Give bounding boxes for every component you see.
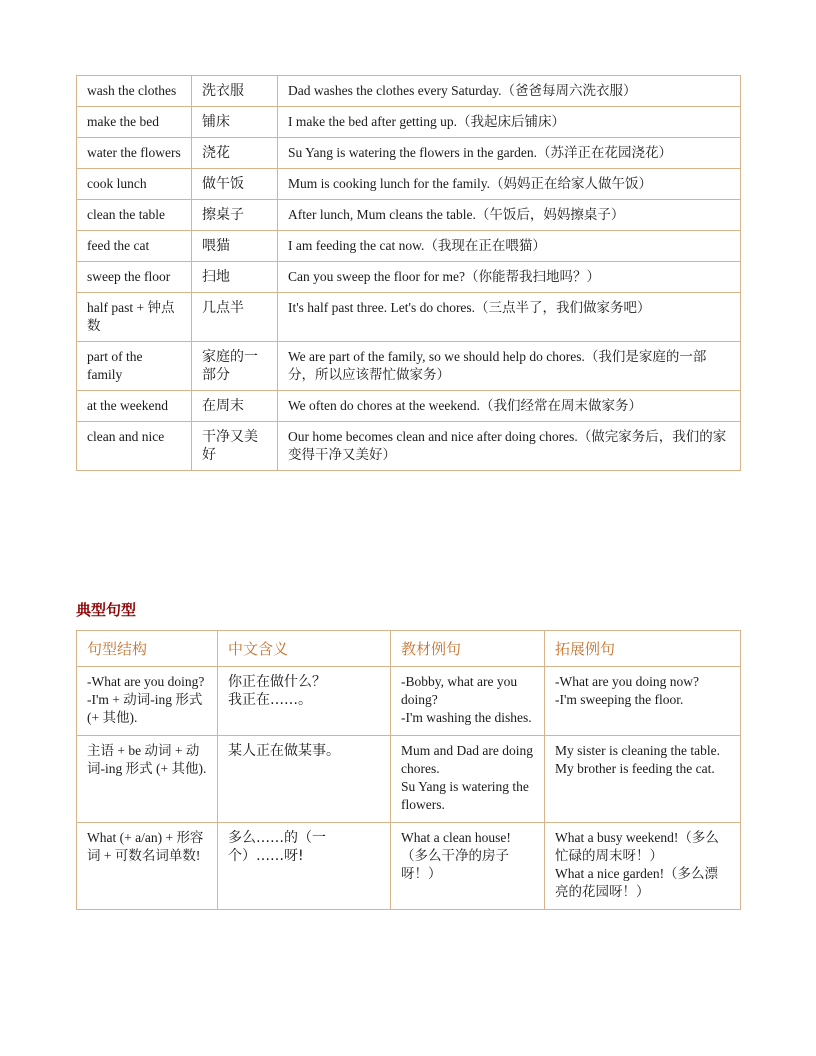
- pattern-structure-line: What (+ a/an) + 形容词 + 可数名词单数!: [87, 830, 204, 863]
- vocab-row: [77, 76, 741, 107]
- vocab-row: [77, 293, 741, 342]
- pattern-textbook-example-line: Su Yang is watering the flowers.: [401, 779, 533, 812]
- pattern-extended-example: [545, 823, 741, 910]
- pattern-row: [77, 667, 741, 736]
- header-structure: 句型结构: [77, 631, 218, 667]
- vocab-phrase: part of the family: [77, 342, 192, 391]
- pattern-row: [77, 823, 741, 910]
- vocab-chinese: 浇花: [192, 138, 278, 169]
- vocab-example: Dad washes the clothes every Saturday.（爸爸每周六洗衣服）: [278, 76, 741, 107]
- pattern-structure: [77, 736, 218, 823]
- pattern-structure-line: -I'm + 动词-ing 形式 (+ 其他).: [87, 692, 206, 725]
- vocab-chinese: 干净又美好: [192, 422, 278, 471]
- vocab-phrase: make the bed: [77, 107, 192, 138]
- vocab-chinese: 家庭的一部分: [192, 342, 278, 391]
- vocab-chinese: 扫地: [192, 262, 278, 293]
- vocab-example: We are part of the family, so we should help do chores.（我们是家庭的一部分，所以应该帮忙做家务）: [278, 342, 741, 391]
- vocab-chinese: 做午饭: [192, 169, 278, 200]
- vocab-phrase: clean the table: [77, 200, 192, 231]
- vocab-row: [77, 169, 741, 200]
- vocab-example: Our home becomes clean and nice after doing chores.（做完家务后，我们的家变得干净又美好）: [278, 422, 741, 471]
- vocab-phrase: water the flowers: [77, 138, 192, 169]
- vocab-row: [77, 200, 741, 231]
- pattern-textbook-example: [391, 823, 545, 910]
- vocab-phrase: wash the clothes: [77, 76, 192, 107]
- vocab-chinese: 喂猫: [192, 231, 278, 262]
- pattern-meaning-line: 我正在……。: [228, 692, 312, 708]
- vocab-row: [77, 262, 741, 293]
- header-textbook-example: 教材例句: [391, 631, 545, 667]
- pattern-extended-example-line: What a busy weekend!（多么忙碌的周末呀！）: [555, 830, 719, 863]
- pattern-textbook-example-line: -Bobby, what are you doing?: [401, 674, 521, 707]
- pattern-textbook-example: [391, 736, 545, 823]
- pattern-textbook-example-line: Mum and Dad are doing chores.: [401, 743, 537, 776]
- vocab-example: Mum is cooking lunch for the family.（妈妈正在给家人做午饭）: [278, 169, 741, 200]
- vocab-phrase: feed the cat: [77, 231, 192, 262]
- pattern-header-row: [77, 631, 741, 667]
- pattern-extended-example-line: My sister is cleaning the table.: [555, 743, 720, 758]
- vocab-phrase: clean and nice: [77, 422, 192, 471]
- pattern-extended-example-line: My brother is feeding the cat.: [555, 761, 715, 776]
- sentence-pattern-table: [76, 630, 741, 910]
- pattern-structure-line: -What are you doing?: [87, 674, 205, 689]
- pattern-extended-example: [545, 667, 741, 736]
- vocab-chinese: 铺床: [192, 107, 278, 138]
- header-extended-example: 拓展例句: [545, 631, 741, 667]
- pattern-extended-example: [545, 736, 741, 823]
- vocab-row: [77, 107, 741, 138]
- vocab-chinese: 几点半: [192, 293, 278, 342]
- vocab-chinese: 在周末: [192, 391, 278, 422]
- header-meaning: 中文含义: [218, 631, 391, 667]
- pattern-textbook-example-line: What a clean house!（多么干净的房子呀！）: [401, 830, 511, 881]
- vocabulary-table: [76, 75, 741, 471]
- vocab-chinese: 洗衣服: [192, 76, 278, 107]
- pattern-extended-example-line: What a nice garden!（多么漂亮的花园呀！）: [555, 866, 719, 899]
- vocab-phrase: sweep the floor: [77, 262, 192, 293]
- pattern-extended-example-line: -What are you doing now?: [555, 674, 699, 689]
- pattern-meaning: [218, 667, 391, 736]
- vocab-example: I make the bed after getting up.（我起床后铺床）: [278, 107, 741, 138]
- pattern-meaning-line: 多么……的（一个）……呀!: [228, 830, 326, 864]
- vocab-chinese: 擦桌子: [192, 200, 278, 231]
- vocab-example: I am feeding the cat now.（我现在正在喂猫）: [278, 231, 741, 262]
- vocab-example: Su Yang is watering the flowers in the garden.（苏洋正在花园浇花）: [278, 138, 741, 169]
- vocab-row: [77, 138, 741, 169]
- pattern-textbook-example: [391, 667, 545, 736]
- pattern-structure: [77, 823, 218, 910]
- pattern-meaning-line: 某人正在做某事。: [228, 743, 340, 759]
- vocab-example: Can you sweep the floor for me?（你能帮我扫地吗？）: [278, 262, 741, 293]
- vocab-phrase: cook lunch: [77, 169, 192, 200]
- pattern-meaning: [218, 736, 391, 823]
- vocab-row: [77, 422, 741, 471]
- vocab-phrase: at the weekend: [77, 391, 192, 422]
- vocab-row: [77, 231, 741, 262]
- pattern-structure-line: 主语 + be 动词 + 动词-ing 形式 (+ 其他).: [87, 743, 207, 776]
- vocab-row: [77, 391, 741, 422]
- section-title: 典型句型: [76, 601, 137, 619]
- pattern-structure: [77, 667, 218, 736]
- pattern-row: [77, 736, 741, 823]
- vocab-row: [77, 342, 741, 391]
- vocab-example: It's half past three. Let's do chores.（三点半了，我们做家务吧）: [278, 293, 741, 342]
- pattern-extended-example-line: -I'm sweeping the floor.: [555, 692, 684, 707]
- pattern-meaning: [218, 823, 391, 910]
- vocab-example: We often do chores at the weekend.（我们经常在周末做家务）: [278, 391, 741, 422]
- vocab-example: After lunch, Mum cleans the table.（午饭后，妈妈擦桌子）: [278, 200, 741, 231]
- pattern-textbook-example-line: -I'm washing the dishes.: [401, 710, 532, 725]
- vocab-phrase: half past + 钟点数: [77, 293, 192, 342]
- pattern-meaning-line: 你正在做什么？: [228, 674, 326, 690]
